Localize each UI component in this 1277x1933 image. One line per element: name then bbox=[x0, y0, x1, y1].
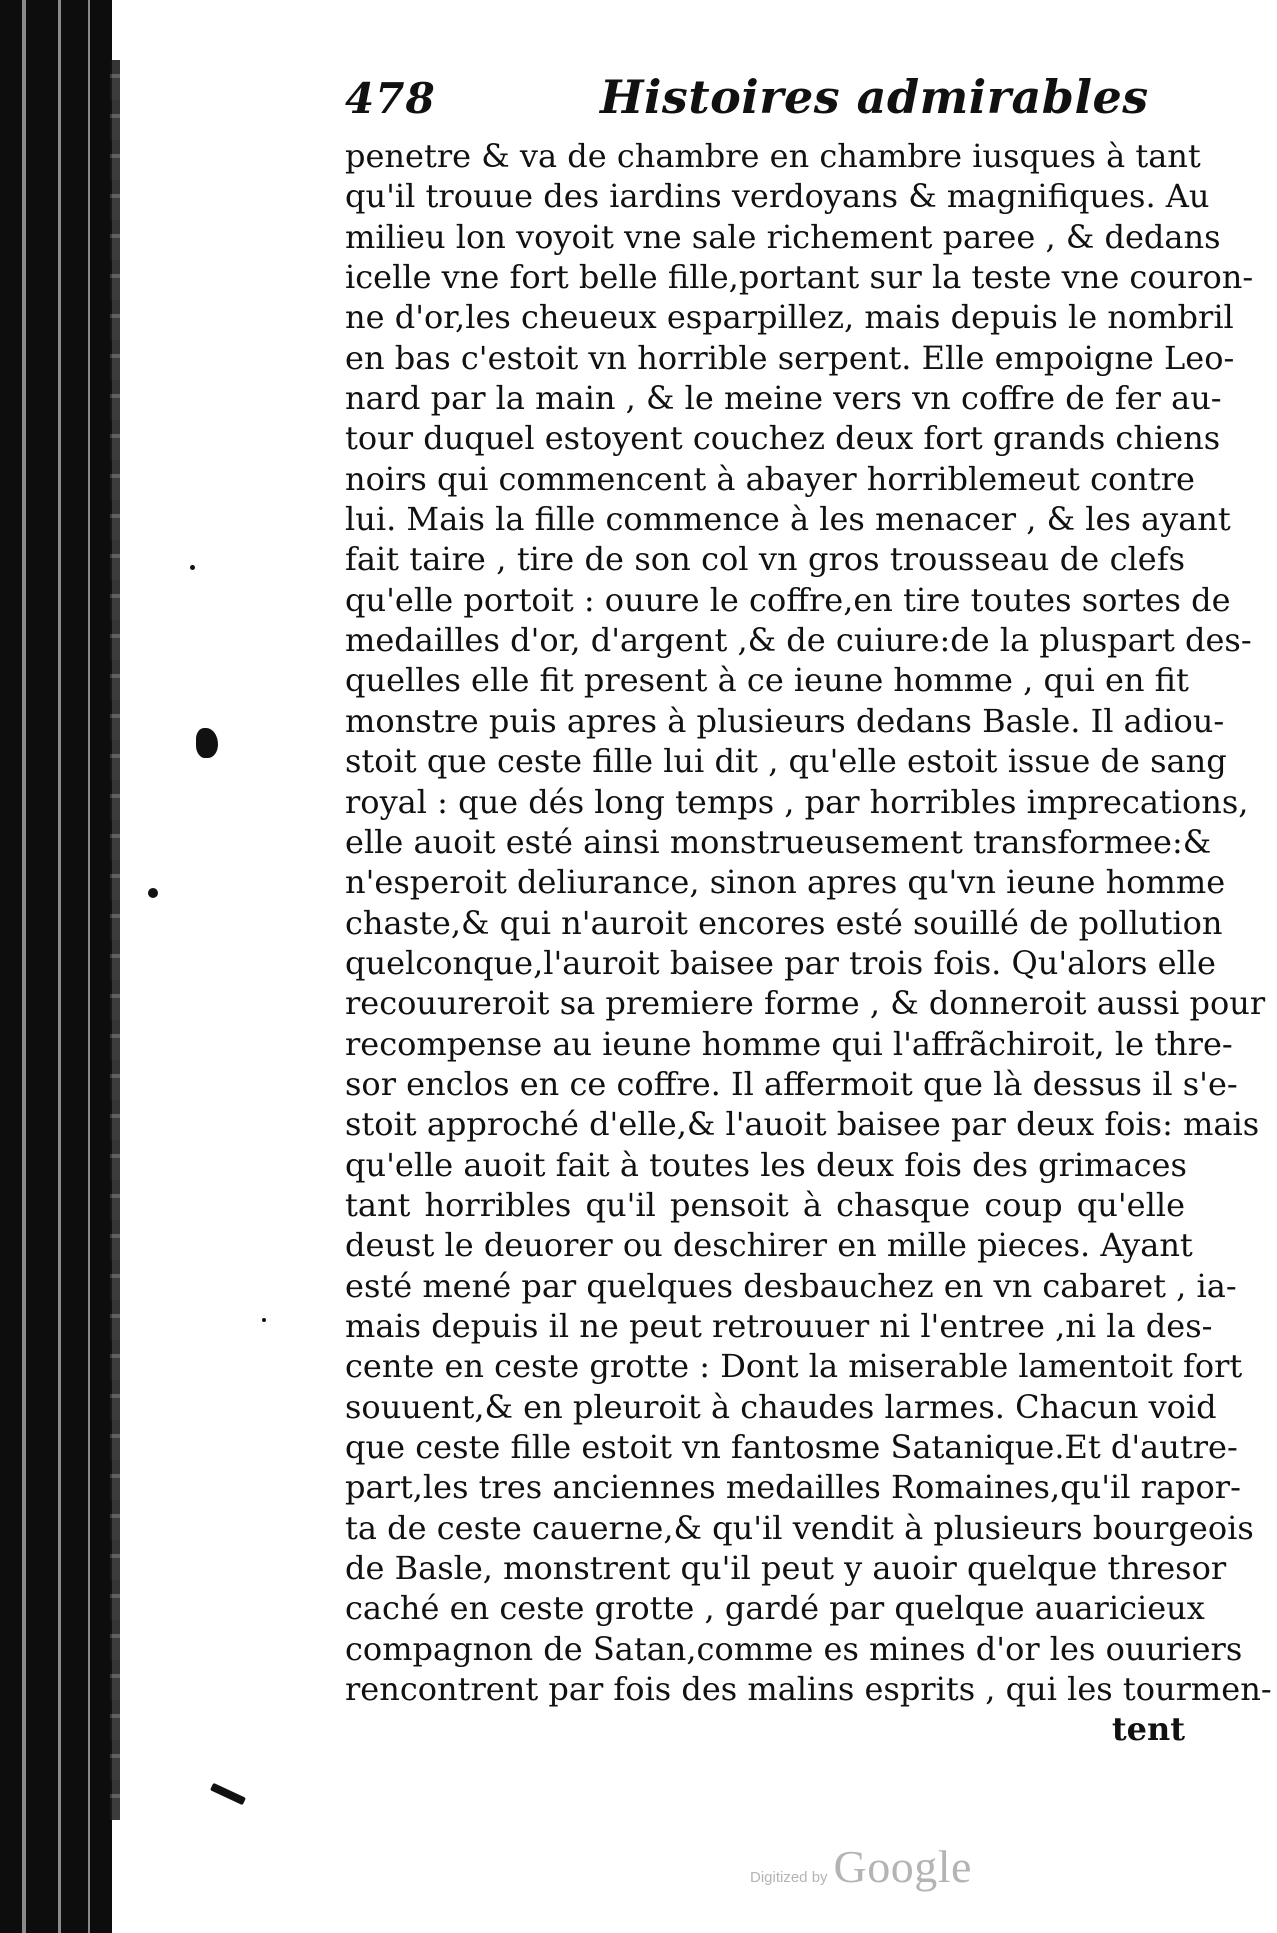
text-line: milieu lon voyoit vne sale richement paree , & dedans bbox=[345, 217, 1221, 256]
text-line: de Basle, monstrent qu'il peut y auoir quelque thresor bbox=[345, 1549, 1227, 1588]
text-line: tant horribles qu'il pensoit à chasque coup qu'elle bbox=[345, 1185, 1185, 1224]
ink-speck bbox=[262, 1318, 266, 1322]
text-line: fait taire , tire de son col vn gros trousseau de clefs bbox=[345, 540, 1185, 579]
text-line: quelles elle fit present à ce ieune homme , qui en fit bbox=[345, 661, 1189, 700]
text-line: part,les tres anciennes medailles Romaines,qu'il rapor- bbox=[345, 1468, 1241, 1507]
catchword: tent bbox=[1111, 1710, 1185, 1749]
running-title: Histoires admirables bbox=[600, 70, 1149, 124]
ink-smudge bbox=[210, 1783, 246, 1805]
text-line: caché en ceste grotte , gardé par quelque auaricieux bbox=[345, 1589, 1205, 1628]
text-line: stoit approché d'elle,& l'auoit baisee par deux fois: mais bbox=[345, 1105, 1260, 1144]
binding-edge bbox=[110, 60, 120, 1820]
scanned-binding-margin bbox=[0, 0, 112, 1933]
text-line: deust le deuorer ou deschirer en mille pieces. Ayant bbox=[345, 1226, 1193, 1265]
text-line: souuent,& en pleuroit à chaudes larmes. Chacun void bbox=[345, 1387, 1217, 1426]
text-line: recouureroit sa premiere forme , & donneroit aussi pour bbox=[345, 984, 1266, 1023]
ink-speck bbox=[148, 888, 158, 898]
text-line: elle auoit esté ainsi monstrueusement transformee:& bbox=[345, 822, 1212, 861]
text-line: icelle vne fort belle fille,portant sur la teste vne couron- bbox=[345, 258, 1254, 297]
text-line: qu'elle auoit fait à toutes les deux fois des grimaces bbox=[345, 1145, 1187, 1184]
text-line: en bas c'estoit vn horrible serpent. Elle empoigne Leo- bbox=[345, 338, 1235, 377]
watermark-brand: Google bbox=[833, 1841, 972, 1892]
text-line: rencontrent par fois des malins esprits , qui les tourmen- bbox=[345, 1670, 1272, 1709]
text-line: tour duquel estoyent couchez deux fort grands chiens bbox=[345, 419, 1221, 458]
text-line: compagnon de Satan,comme es mines d'or les ouuriers bbox=[345, 1629, 1243, 1668]
text-line: medailles d'or, d'argent ,& de cuiure:de la pluspart des- bbox=[345, 621, 1252, 660]
text-line: cente en ceste grotte : Dont la miserable lamentoit fort bbox=[345, 1347, 1243, 1386]
text-line: mais depuis il ne peut retrouuer ni l'entree ,ni la des- bbox=[345, 1306, 1213, 1345]
text-line: n'esperoit deliurance, sinon apres qu'vn ieune homme bbox=[345, 863, 1226, 902]
text-line: penetre & va de chambre en chambre iusques à tant bbox=[345, 137, 1201, 175]
ink-speck bbox=[190, 565, 195, 570]
text-line: stoit que ceste fille lui dit , qu'elle estoit issue de sang bbox=[345, 742, 1227, 781]
digitization-watermark bbox=[750, 1840, 972, 1893]
text-line: ne d'or,les cheueux esparpillez, mais depuis le nombril bbox=[345, 298, 1234, 337]
page-number: 478 bbox=[345, 74, 436, 123]
text-line: qu'il trouue des iardins verdoyans & magnifiques. Au bbox=[345, 177, 1210, 216]
text-line: noirs qui commencent à abayer horriblemeut contre bbox=[345, 459, 1195, 498]
binding-highlight bbox=[58, 0, 61, 1933]
text-line: royal : que dés long temps , par horribles imprecations, bbox=[345, 782, 1249, 821]
text-line: chaste,& qui n'auroit encores esté souillé de pollution bbox=[345, 903, 1223, 942]
text-line: ta de ceste cauerne,& qu'il vendit à plusieurs bourgeois bbox=[345, 1508, 1254, 1547]
binding-highlight bbox=[22, 0, 26, 1933]
text-line: nard par la main , & le meine vers vn coffre de fer au- bbox=[345, 379, 1222, 418]
binding-highlight bbox=[88, 0, 90, 1933]
text-line: monstre puis apres à plusieurs dedans Basle. Il adiou- bbox=[345, 701, 1225, 740]
body-text bbox=[345, 136, 1272, 1709]
text-line: lui. Mais la fille commence à les menacer , & les ayant bbox=[345, 500, 1231, 539]
text-line: quelconque,l'auroit baisee par trois fois. Qu'alors elle bbox=[345, 943, 1216, 982]
page-header bbox=[345, 70, 1185, 136]
watermark-prefix: Digitized by bbox=[750, 1869, 828, 1886]
text-line: sor enclos en ce coffre. Il affermoit que là dessus il s'e- bbox=[345, 1064, 1238, 1103]
text-line: recompense au ieune homme qui l'affrãchiroit, le thre- bbox=[345, 1024, 1233, 1063]
text-line: esté mené par quelques desbauchez en vn cabaret , ia- bbox=[345, 1266, 1237, 1305]
text-line: qu'elle portoit : ouure le coffre,en tire toutes sortes de bbox=[345, 580, 1231, 619]
ink-blot bbox=[196, 728, 218, 758]
text-line: que ceste fille estoit vn fantosme Satanique.Et d'autre- bbox=[345, 1428, 1238, 1466]
page-content bbox=[345, 70, 1272, 1749]
